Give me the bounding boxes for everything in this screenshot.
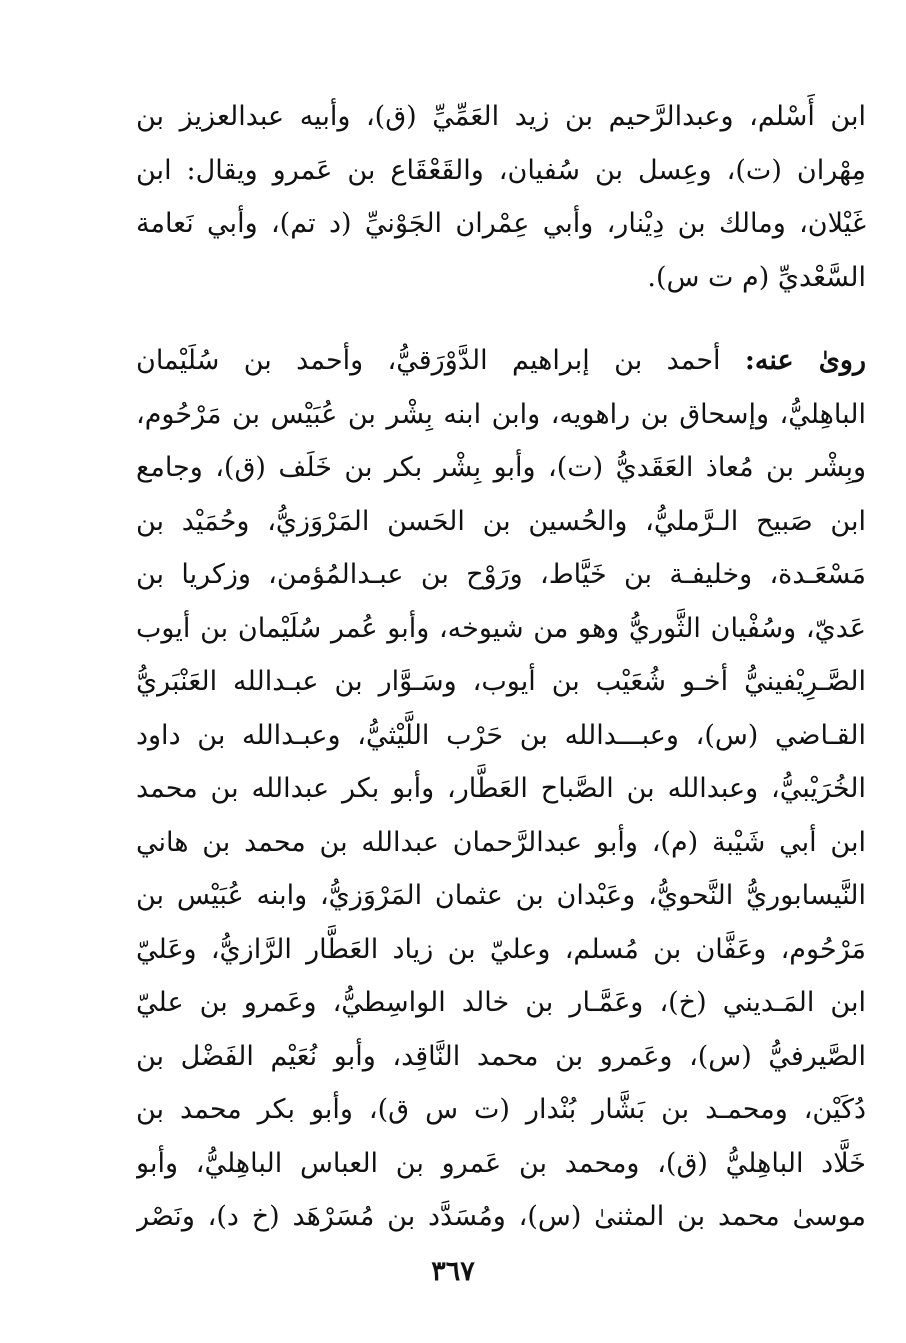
paragraph-teachers bbox=[136, 90, 866, 304]
text-line: مَسْعَـدة، وخليفـة بن خَيَّاط، ورَوْح بن عبـدالمُؤمن، وزكريا بن bbox=[136, 559, 866, 590]
text-line: الباهِليُّ، وإسحاق بن راهويه، وابن ابنه بِشْر بن عُبَيْس بن مَرْحُوم، bbox=[136, 398, 866, 430]
text-line-rest: أحمد بن إبراهيم الدَّوْرَقيُّ، وأحمد بن سُلَيْمان bbox=[136, 345, 745, 376]
page-number: ٣٦٧ bbox=[431, 1256, 475, 1287]
text-line: موسىٰ محمد بن المثنىٰ (س)، ومُسَدَّد بن مُسَرْهَد (خ د)، ونَصْر bbox=[136, 1201, 866, 1232]
text-line: ابن المَـديني (خ)، وعَمَّـار بن خالد الواسِطيُّ، وعَمرو بن عليّ bbox=[136, 987, 866, 1018]
text-line: النَّيسابوريُّ النَّحويُّ، وعَبْدان بن عثمان المَرْوَزيُّ، وابنه عُبَيْس بن bbox=[136, 880, 866, 911]
text-line: مِهْران (ت)، وعِسل بن سُفيان، والقَعْقَاع بن عَمرو ويقال: ابن bbox=[136, 154, 866, 186]
text-line: مَرْحُوم، وعَفَّان بن مُسلم، وعليّ بن زياد العَطَّار الرَّازيُّ، وعَليّ bbox=[136, 933, 866, 965]
text-line: خَلَّاد الباهِليُّ (ق)، ومحمد بن عَمرو بن العباس الباهِليُّ، وأبو bbox=[136, 1147, 866, 1179]
text-line: عَديّ، وسُفْيان الثَّوريُّ وهو من شيوخه، وأبو عُمر سُلَيْمان بن أيوب bbox=[136, 612, 866, 644]
text-line-first bbox=[136, 334, 866, 388]
text-line: القـاضي (س)، وعبـــدالله بن حَرْب اللَّيْثيُّ، وعبـدالله بن داود bbox=[136, 719, 866, 751]
text-line: الصَّـرِيْفينيُّ أخـو شُعَيْب بن أيوب، وسَـوَّار بن عبـدالله العَنْبَريُّ bbox=[136, 666, 866, 697]
text-line: وبِشْر بن مُعاذ العَقَديُّ (ت)، وأبو بِشْر بكر بن خَلَف (ق)، وجامع bbox=[136, 452, 866, 483]
text-line: غَيْلان، ومالك بن دِيْنار، وأبي عِمْران الجَوْنيِّ (د تم)، وأبي نَعامة bbox=[136, 208, 866, 239]
text-line: دُكَيْن، ومحمـد بن بَشَّار بُنْدار (ت س ق)، وأبو بكر محمد بن bbox=[136, 1094, 866, 1125]
text-line: ابن صَبيح الـرَّمليُّ، والحُسين بن الحَسن المَرْوَزيُّ، وحُمَيْد بن bbox=[136, 505, 866, 537]
text-line: الصَّيرفيُّ (س)، وعَمرو بن محمد النَّاقِد، وأبو نُعَيْم الفَضْل بن bbox=[136, 1040, 866, 1072]
text-line: ابن أبي شَيْبة (م)، وأبو عبدالرَّحمان عبدالله بن محمد بن هاني bbox=[136, 826, 866, 858]
section-lead: روىٰ عنه: bbox=[744, 345, 866, 376]
text-line: الخُرَيْبيُّ، وعبدالله بن الصَّباح العَطَّار، وأبو بكر عبدالله بن محمد bbox=[136, 773, 866, 804]
paragraph-narrators bbox=[136, 334, 866, 1244]
text-line: ابن أَسْلم، وعبدالرَّحيم بن زيد العَمِّيِّ (ق)، وأبيه عبدالعزيز بن bbox=[136, 101, 866, 132]
text-line: السَّعْديِّ (م ت س). bbox=[647, 261, 866, 293]
